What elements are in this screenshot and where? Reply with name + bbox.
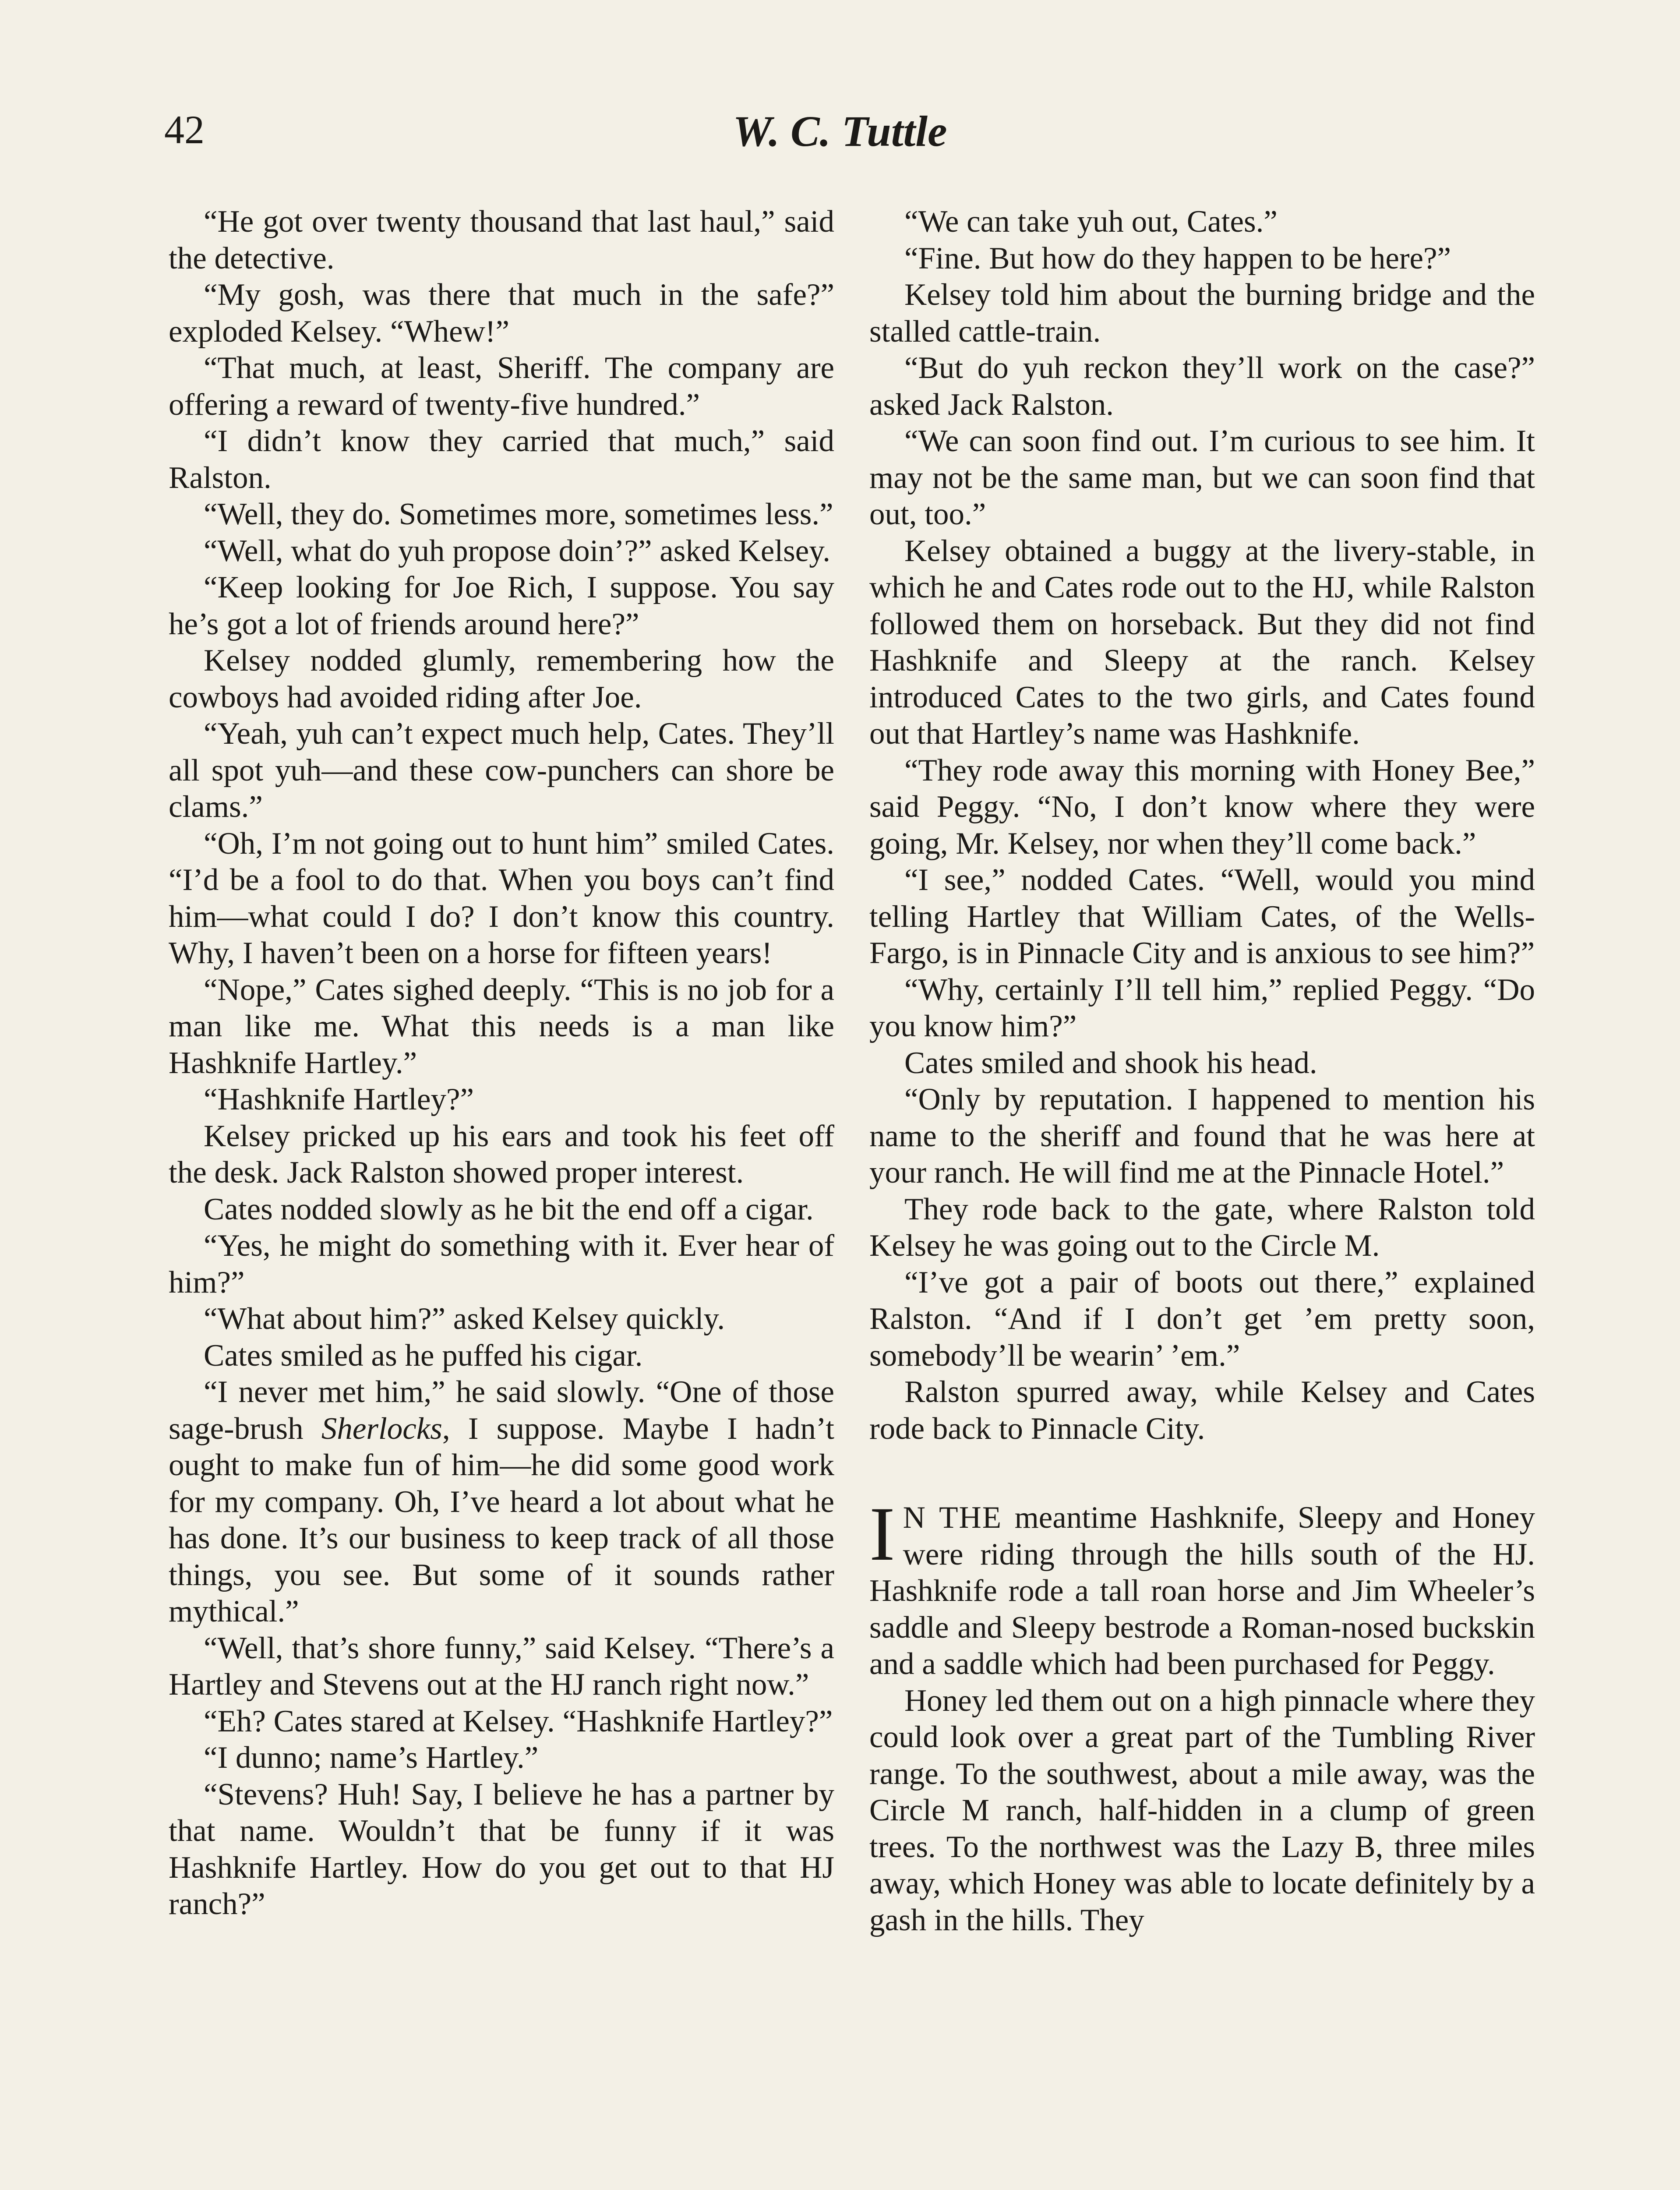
paragraph: “We can take yuh out, Cates.”: [904, 205, 1278, 239]
paragraph: Cates smiled and shook his head.: [904, 1046, 1317, 1080]
paragraph: “Yes, he might do something with it. Ever hear of him?”: [169, 1229, 834, 1300]
paragraph: “I’ve got a pair of boots out there,” explained Ralston. “And if I don’t get ’em pretty soon, somebody’ll be wearin’ ’em.”: [869, 1265, 1535, 1373]
text-run: “I never met him,” he said slowly. “One of those sage-brush: [169, 1375, 834, 1446]
paragraph: “Fine. But how do they happen to be here?”: [904, 241, 1451, 276]
paragraph: “My gosh, was there that much in the safe?” exploded Kelsey. “Whew!”: [169, 278, 834, 349]
paragraph: “I didn’t know they carried that much,” said Ralston.: [169, 424, 834, 495]
paragraph: Cates smiled as he puffed his cigar.: [204, 1338, 643, 1373]
paragraph: Kelsey obtained a buggy at the livery-stable, in which he and Cates rode out to the HJ, while Ralston followed them on horseback. But they did not find Hashknife and Sleepy at the ranch. Kelsey introduced Cates to the two girls, and Cates found out that Hartley’s name was Hashknife.: [869, 533, 1535, 751]
paragraph: “Hashknife Hartley?”: [204, 1082, 474, 1116]
text-run: meantime Hashknife, Sleepy and Honey were riding through the hills south of the HJ. Hashknife rode a tall roan horse and Jim Wheeler’s saddle and Sleepy bestrode a Roman-nosed buckskin and a saddle which had been purchased for Peggy.: [869, 1501, 1535, 1681]
paragraph: “I see,” nodded Cates. “Well, would you mind telling Hartley that William Cates, of the Wells-Fargo, is in Pinnacle City and is anxious to see him?”: [869, 863, 1535, 970]
paragraph: “We can soon find out. I’m curious to see him. It may not be the same man, but we can soon find that out, too.”: [869, 424, 1535, 531]
paragraph: “Why, certainly I’ll tell him,” replied Peggy. “Do you know him?”: [869, 972, 1535, 1043]
paragraph: “Only by reputation. I happened to mention his name to the sheriff and found that he was here at your ranch. He will find me at the Pinnacle Hotel.”: [869, 1082, 1535, 1190]
paragraph: “But do yuh reckon they’ll work on the case?” asked Jack Ralston.: [869, 351, 1535, 422]
paragraph: Ralston spurred away, while Kelsey and Cates rode back to Pinnacle City.: [869, 1375, 1535, 1446]
paragraph: “Oh, I’m not going out to hunt him” smiled Cates. “I’d be a fool to do that. When you boys can’t find him—what could I do? I don’t know this country. Why, I haven’t been on a horse for fifteen years!: [169, 826, 834, 970]
paragraph: “I dunno; name’s Hartley.”: [204, 1741, 539, 1775]
paragraph: Kelsey pricked up his ears and took his feet off the desk. Jack Ralston showed proper interest.: [169, 1119, 834, 1190]
text-run: , I suppose. Maybe I hadn’t ought to make fun of him—he did some good work for my company. Oh, I’ve heard a lot about what he has done. It’s our business to keep track of all those things, you see. But some of it sounds rather mythical.”: [169, 1411, 834, 1628]
paragraph: Cates nodded slowly as he bit the end off a cigar.: [204, 1192, 814, 1226]
paragraph: “That much, at least, Sheriff. The company are offering a reward of twenty-five hundred.”: [169, 351, 834, 422]
right-column: [869, 204, 1535, 1939]
paragraph: Kelsey told him about the burning bridge and the stalled cattle-train.: [869, 278, 1535, 349]
paragraph-sherlocks: [169, 1374, 834, 1630]
paragraph: “Stevens? Huh! Say, I believe he has a partner by that name. Wouldn’t that be funny if it was Hashknife Hartley. How do you get out to that HJ ranch?”: [169, 1777, 834, 1921]
drop-cap: I: [869, 1491, 895, 1577]
running-head: W. C. Tuttle: [733, 107, 947, 155]
page-number: 42: [164, 107, 205, 152]
small-caps-lead: N THE: [903, 1501, 1002, 1535]
paragraph: “Keep looking for Joe Rich, I suppose. You say he’s got a lot of friends around here?”: [169, 570, 834, 641]
paragraph: Honey led them out on a high pinnacle where they could look over a great part of the Tumbling River range. To the southwest, about a mile away, was the Circle M ranch, half-hidden in a clump of green trees. To the northwest was the Lazy B, three miles away, which Honey was able to locate definitely by a gash in the hills. They: [869, 1683, 1535, 1937]
paragraph: “Eh? Cates stared at Kelsey. “Hashknife Hartley?”: [204, 1704, 833, 1738]
paragraph: Kelsey nodded glumly, remembering how the cowboys had avoided riding after Joe.: [169, 643, 834, 714]
paragraph: “Nope,” Cates sighed deeply. “This is no job for a man like me. What this needs is a man like Hashknife Hartley.”: [169, 972, 834, 1080]
paragraph: They rode back to the gate, where Ralston told Kelsey he was going out to the Circle M.: [869, 1192, 1535, 1263]
paragraph: “Yeah, yuh can’t expect much help, Cates. They’ll all spot yuh—and these cow-punchers can shore be clams.”: [169, 717, 834, 824]
paragraph: “What about him?” asked Kelsey quickly.: [204, 1302, 725, 1336]
paragraph: “Well, what do yuh propose doin’?” asked Kelsey.: [204, 533, 830, 568]
paragraph: “He got over twenty thousand that last haul,” said the detective.: [169, 205, 834, 276]
left-column: [169, 204, 834, 1923]
paragraph: “They rode away this morning with Honey Bee,” said Peggy. “No, I don’t know where they were going, Mr. Kelsey, nor when they’ll come back.”: [869, 753, 1535, 861]
section-opening-paragraph: [869, 1491, 1535, 1683]
paragraph: “Well, that’s shore funny,” said Kelsey. “There’s a Hartley and Stevens out at the HJ ranch right now.”: [169, 1631, 834, 1702]
paragraph: “Well, they do. Sometimes more, sometimes less.”: [204, 497, 833, 531]
italic-text: Sherlocks: [321, 1411, 442, 1446]
